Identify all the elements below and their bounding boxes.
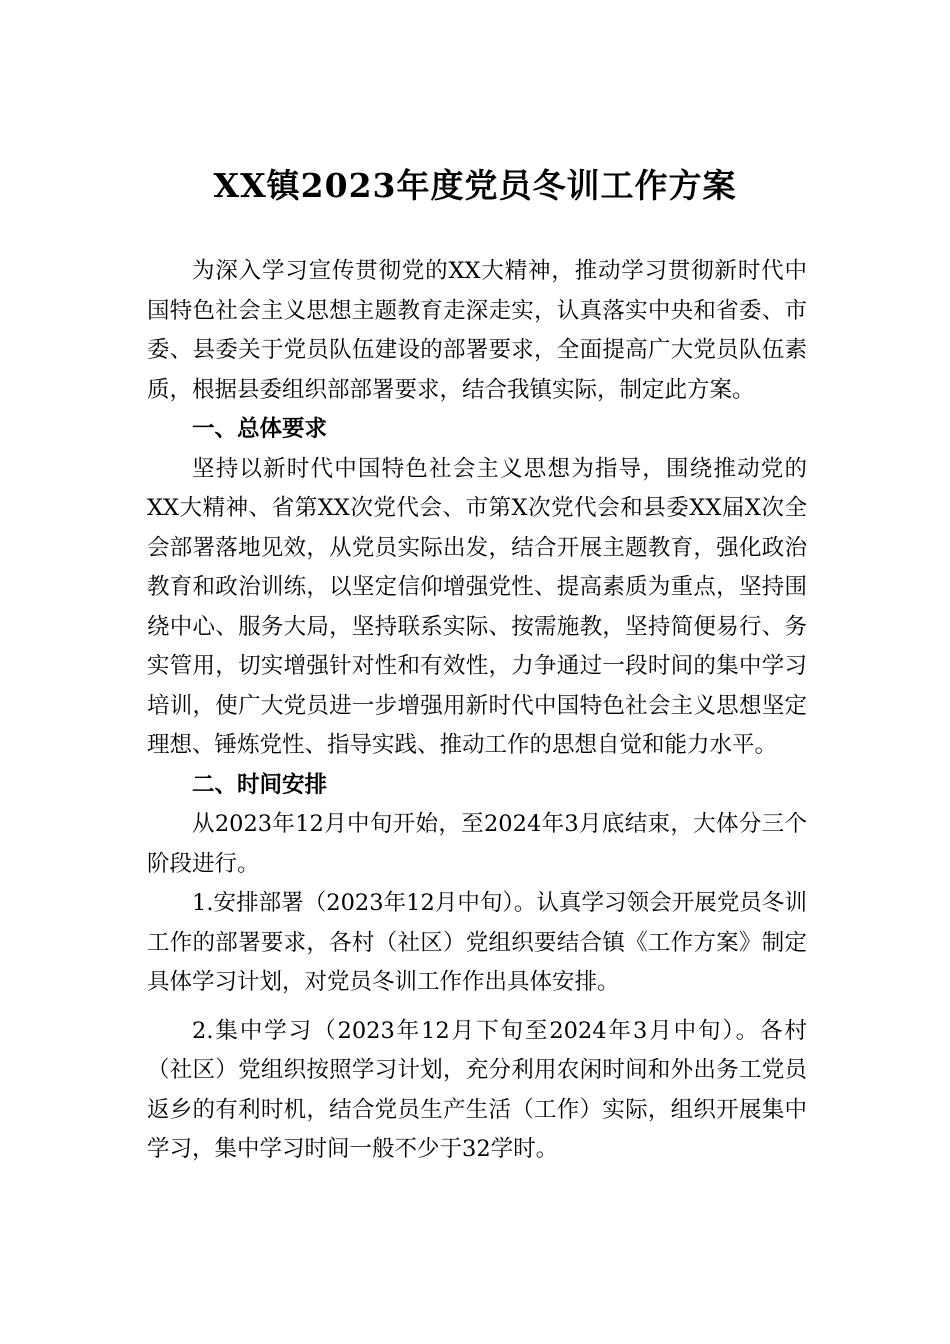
document-title: XX镇2023年度党员冬训工作方案 xyxy=(213,166,737,205)
document-body xyxy=(147,252,807,1170)
general-requirements-paragraph: 坚持以新时代中国特色社会主义思想为指导，围绕推动党的XX大精神、省第XX次党代会、市第X次党代会和县委XX届X次全会部署落地见效，从党员实际出发，结合开展主题教育，强化政治教育和政治训练，以坚定信仰增强党性、提高素质为重点，坚持围绕中心、服务大局，坚持联系实际、按需施教，坚持简便易行、务实管用，切实增强针对性和有效性，力争通过一段时间的集中学习培训，使广大党员进一步增强用新时代中国特色社会主义思想坚定理想、锤炼党性、指导实践、推动工作的思想自觉和能力水平。 xyxy=(147,455,807,758)
stage-1-paragraph: 1.安排部署（2023年12月中旬）。认真学习领会开展党员冬训工作的部署要求，各村（社区）党组织要结合镇《工作方案》制定具体学习计划，对党员冬训工作作出具体安排。 xyxy=(147,890,807,995)
stage-2-paragraph: 2.集中学习（2023年12月下旬至2024年3月中旬）。各村（社区）党组织按照学习计划，充分利用农闲时间和外出务工党员返乡的有利时机，结合党员生产生活（工作）实际，组织开展集中学习，集中学习时间一般不少于32学时。 xyxy=(147,1017,807,1162)
intro-paragraph: 为深入学习宣传贯彻党的XX大精神，推动学习贯彻新时代中国特色社会主义思想主题教育走深走实，认真落实中央和省委、市委、县委关于党员队伍建设的部署要求，全面提高广大党员队伍素质，根据县委组织部部署要求，结合我镇实际，制定此方案。 xyxy=(147,258,807,403)
schedule-paragraph: 从2023年12月中旬开始，至2024年3月底结束，大体分三个阶段进行。 xyxy=(147,811,807,877)
section-heading-general-requirements: 一、总体要求 xyxy=(192,416,328,442)
section-heading-schedule: 二、时间安排 xyxy=(192,771,328,798)
